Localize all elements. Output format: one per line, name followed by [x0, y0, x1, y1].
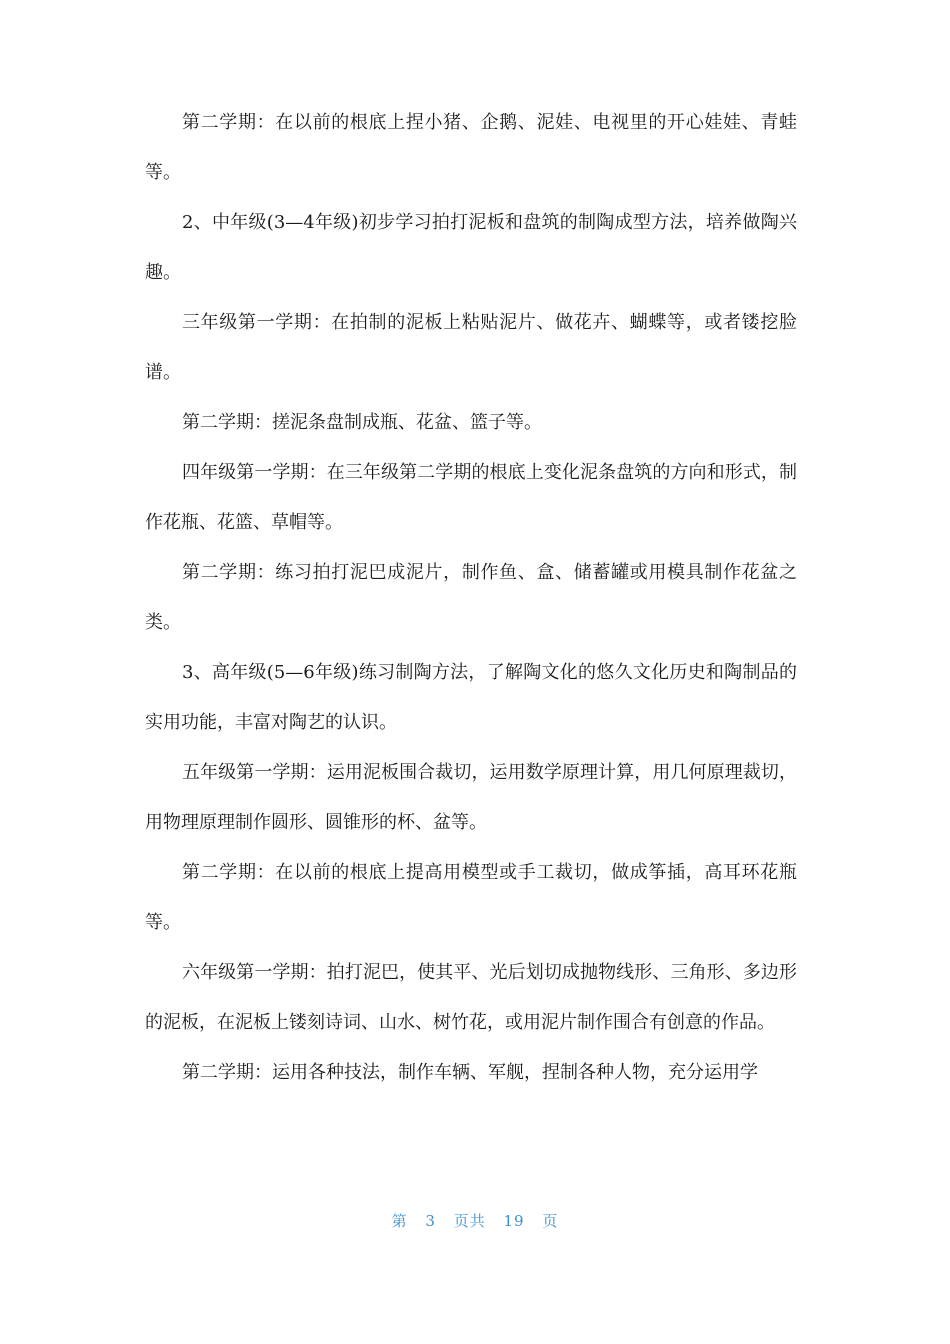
page-label-prefix: 第 — [391, 1212, 408, 1230]
paragraph-2: 2、中年级(3—4年级)初步学习拍打泥板和盘筑的制陶成型方法，培养做陶兴趣。 — [145, 212, 797, 283]
document-body — [145, 98, 797, 1098]
paragraph-4: 第二学期：搓泥条盘制成瓶、花盆、篮子等。 — [182, 412, 542, 433]
paragraph-5: 四年级第一学期：在三年级第二学期的根底上变化泥条盘筑的方向和形式，制作花瓶、花篮、草帽等。 — [145, 462, 797, 533]
paragraph-10: 六年级第一学期：拍打泥巴，使其平、光后划切成抛物线形、三角形、多边形的泥板，在泥板上镂刻诗词、山水、树竹花，或用泥片制作围合有创意的作品。 — [145, 962, 797, 1033]
current-page-number: 3 — [425, 1212, 436, 1230]
page-label-suffix: 页 — [542, 1212, 559, 1230]
total-pages-number: 19 — [503, 1212, 525, 1230]
paragraph-6: 第二学期：练习拍打泥巴成泥片，制作鱼、盒、储蓄罐或用模具制作花盆之类。 — [145, 562, 797, 633]
paragraph-11: 第二学期：运用各种技法，制作车辆、军舰，捏制各种人物，充分运用学 — [182, 1062, 758, 1083]
paragraph-9: 第二学期：在以前的根底上提高用模型或手工裁切，做成筝插，高耳环花瓶等。 — [145, 862, 797, 933]
page-footer — [0, 1210, 950, 1231]
paragraph-8: 五年级第一学期：运用泥板围合裁切，运用数学原理计算，用几何原理裁切，用物理原理制作圆形、圆锥形的杯、盆等。 — [145, 762, 797, 833]
paragraph-1: 第二学期：在以前的根底上捏小猪、企鹅、泥娃、电视里的开心娃娃、青蛙等。 — [145, 112, 797, 183]
paragraph-7: 3、高年级(5—6年级)练习制陶方法，了解陶文化的悠久文化历史和陶制品的实用功能，丰富对陶艺的认识。 — [145, 662, 797, 733]
page-label-mid: 页共 — [453, 1212, 486, 1230]
paragraph-3: 三年级第一学期：在拍制的泥板上粘贴泥片、做花卉、蝴蝶等，或者镂挖脸谱。 — [145, 312, 797, 383]
